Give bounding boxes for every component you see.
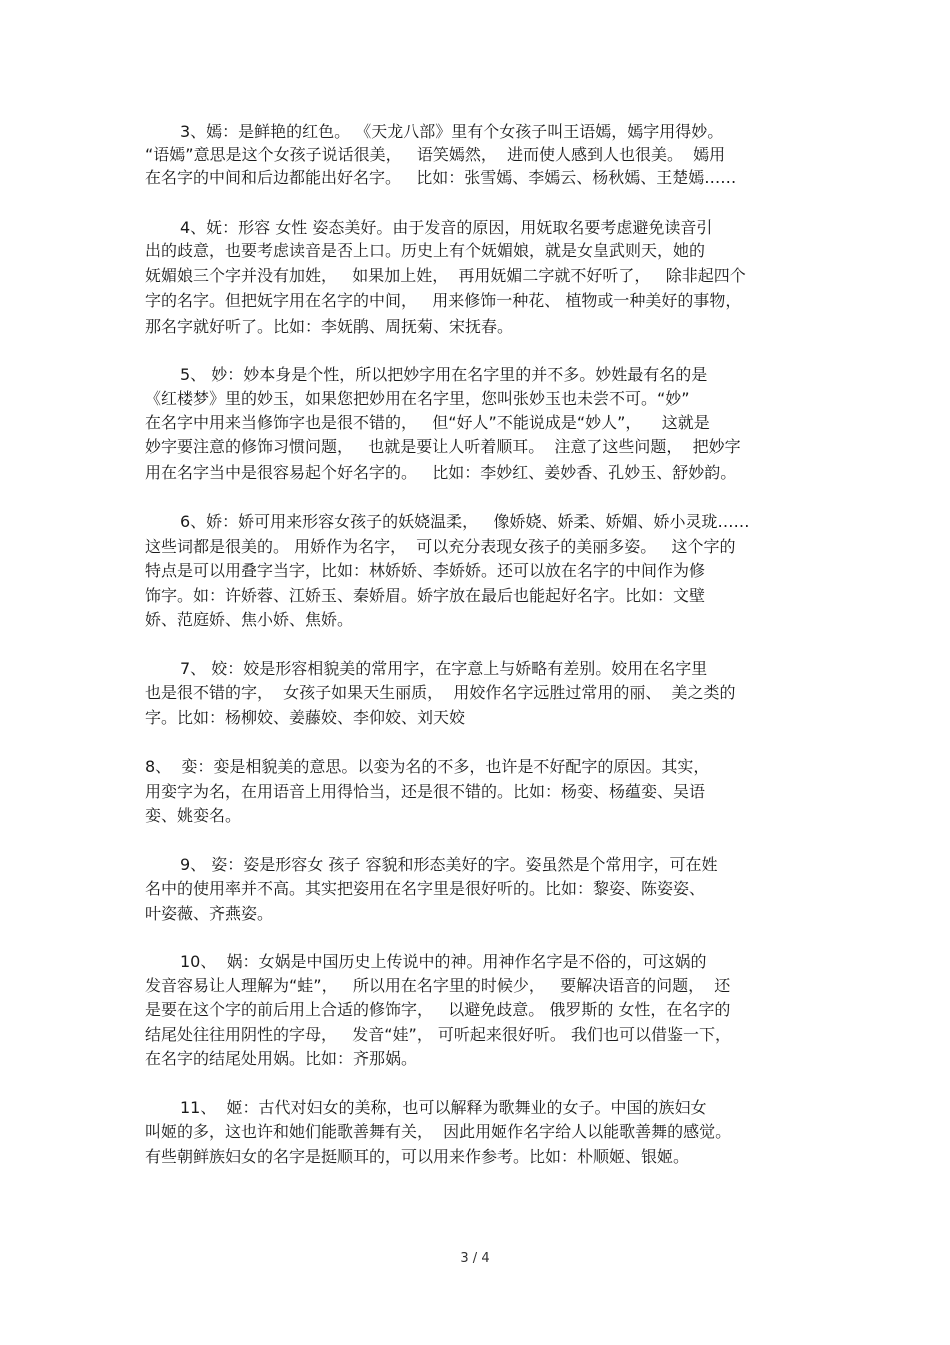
paragraph-line: 娈、姚娈名。 <box>145 806 242 825</box>
paragraph-line: 《红楼梦》里的妙玉，如果您把妙用在名字里，您叫张妙玉也未尝不可。“妙” <box>145 389 690 408</box>
paragraph-line: “语嫣”意思是这个女孩子说话很美， 语笑嫣然， 进而使人感到人也很美。 嫣用 <box>145 145 726 164</box>
paragraph-line: 也是很不错的字， 女孩子如果天生丽质， 用姣作名字远胜过常用的丽、 美之类的 <box>145 683 736 702</box>
paragraph-line: 饰字。如：许娇蓉、江娇玉、秦娇眉。娇字放在最后也能起好名字。比如：文壁 <box>145 586 706 605</box>
paragraph-line: 叶姿薇、齐燕姿。 <box>145 904 274 923</box>
paragraph-line: 字。比如：杨柳姣、姜藤姣、李仰姣、刘天姣 <box>145 708 466 727</box>
paragraph-line: 结尾处往往用阴性的字母， 发音“娃”， 可听起来很好听。 我们也可以借鉴一下， <box>145 1025 732 1044</box>
paragraph-line: 叫姬的多，这也许和她们能歌善舞有关， 因此用姬作名字给人以能歌善舞的感觉。 <box>145 1122 732 1141</box>
paragraph-line: 用娈字为名，在用语音上用得恰当，还是很不错的。比如：杨娈、杨蕴娈、吴语 <box>145 782 706 801</box>
paragraph-line: 6、娇：娇可用来形容女孩子的妖娆温柔， 像娇娆、娇柔、娇媚、娇小灵珑…… <box>180 512 750 531</box>
paragraph-line: 字的名字。但把妩字用在名字的中间， 用来修饰一种花、 植物或一种美好的事物， <box>145 291 742 310</box>
paragraph-line: 妙字要注意的修饰习惯问题， 也就是要让人听着顺耳。 注意了这些问题， 把妙字 <box>145 437 741 456</box>
paragraph-line: 出的歧意，也要考虑读音是否上口。历史上有个妩媚娘，就是女皇武则天，她的 <box>145 241 706 260</box>
paragraph-line: 有些朝鲜族妇女的名字是挺顺耳的，可以用来作参考。比如：朴顺姬、银姬。 <box>145 1147 690 1166</box>
paragraph-line: 在名字的结尾处用娲。比如：齐那娲。 <box>145 1049 418 1068</box>
paragraph-line: 娇、范庭娇、焦小娇、焦娇。 <box>145 610 354 629</box>
page-number: 3 / 4 <box>460 1251 490 1266</box>
paragraph-line: 在名字中用来当修饰字也是很不错的， 但“好人”不能说成是“妙人”， 这就是 <box>145 413 710 432</box>
paragraph-line: 8、 娈：娈是相貌美的意思。以娈为名的不多，也许是不好配字的原因。其实， <box>145 757 710 776</box>
paragraph-line: 这些词都是很美的。 用娇作为名字， 可以充分表现女孩子的美丽多姿。 这个字的 <box>145 537 736 556</box>
paragraph-line: 9、 姿：姿是形容女 孩子 容貌和形态美好的字。姿虽然是个常用字，可在姓 <box>180 855 718 874</box>
paragraph-line: 11、 姬：古代对妇女的美称，也可以解释为歌舞业的女子。中国的族妇女 <box>180 1098 707 1117</box>
paragraph-line: 妩媚娘三个字并没有加姓， 如果加上姓， 再用妩媚二字就不好听了， 除非起四个 <box>145 266 746 285</box>
paragraph-line: 是要在这个字的前后用上合适的修饰字， 以避免歧意。 俄罗斯的 女性，在名字的 <box>145 1000 731 1019</box>
paragraph-line: 3、嫣：是鲜艳的红色。 《天龙八部》里有个女孩子叫王语嫣，嫣字用得妙。 <box>180 122 724 141</box>
paragraph-line: 4、妩：形容 女性 姿态美好。由于发音的原因，用妩取名要考虑避免读音引 <box>180 218 713 237</box>
paragraph-line: 在名字的中间和后边都能出好名字。 比如：张雪嫣、李嫣云、杨秋嫣、王楚嫣…… <box>145 168 737 187</box>
paragraph-line: 5、 妙：妙本身是个性，所以把妙字用在名字里的并不多。妙姓最有名的是 <box>180 365 708 384</box>
paragraph-line: 那名字就好听了。比如：李妩鹃、周抚菊、宋抚春。 <box>145 317 514 336</box>
paragraph-line: 10、 娲：女娲是中国历史上传说中的神。用神作名字是不俗的，可这娲的 <box>180 952 707 971</box>
paragraph-line: 发音容易让人理解为“蛙”， 所以用在名字里的时候少， 要解决语音的问题， 还 <box>145 976 731 995</box>
paragraph-line: 用在名字当中是很容易起个好名字的。 比如：李妙红、姜妙香、孔妙玉、舒妙韵。 <box>145 463 737 482</box>
paragraph-line: 名中的使用率并不高。其实把姿用在名字里是很好听的。比如：黎姿、陈姿姿、 <box>145 879 706 898</box>
paragraph-line: 特点是可以用叠字当字，比如：林娇娇、李娇娇。还可以放在名字的中间作为修 <box>145 561 706 580</box>
paragraph-line: 7、 姣：姣是形容相貌美的常用字，在字意上与娇略有差别。姣用在名字里 <box>180 659 708 678</box>
